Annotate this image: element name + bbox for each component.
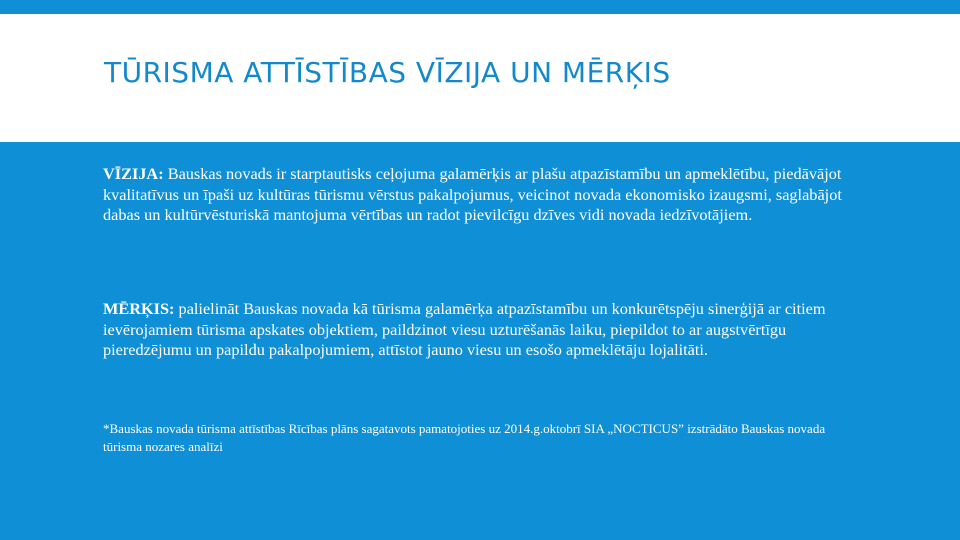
goals-label: MĒRĶIS:: [103, 299, 175, 318]
vision-paragraph: [103, 164, 848, 226]
footnote: *Bauskas novada tūrisma attīstības Rīcības plāns sagatavots pamatojoties uz 2014.g.oktobrī SIA „NOCTICUS” izstrādāto Bauskas novada tūrisma nozares analīzi: [103, 421, 826, 454]
slide-title: TŪRISMA ATTĪSTĪBAS VĪZIJA UN MĒRĶIS: [104, 56, 671, 89]
goals-text: palielināt Bauskas novada kā tūrisma galamērķa atpazīstamību un konkurētspēju sinerģijā ar citiem ievērojamiem tūrisma apskates objektiem, paildzinot viesu uzturēšanās laiku, piepildot to ar augstvērtīgu pieredzējumu un papildu pakalpojumiem, attīstot jauno viesu un esošo apmeklētāju lojalitāti.: [103, 299, 826, 359]
vision-text: Bauskas novads ir starptautisks ceļojuma galamērķis ar plašu atpazīstamību un apmeklētību, piedāvājot kvalitatīvus un īpaši uz kultūras tūrismu vērstus pakalpojumus, veicinot novada ekonomisko izaugsmi, saglabājot dabas un kultūrvēsturiskā mantojuma vērtības un radot pievilcīgu dzīves vidi novada iedzīvotājiem.: [103, 164, 842, 224]
vision-label: VĪZIJA:: [103, 164, 164, 183]
goals-paragraph: [103, 299, 848, 361]
